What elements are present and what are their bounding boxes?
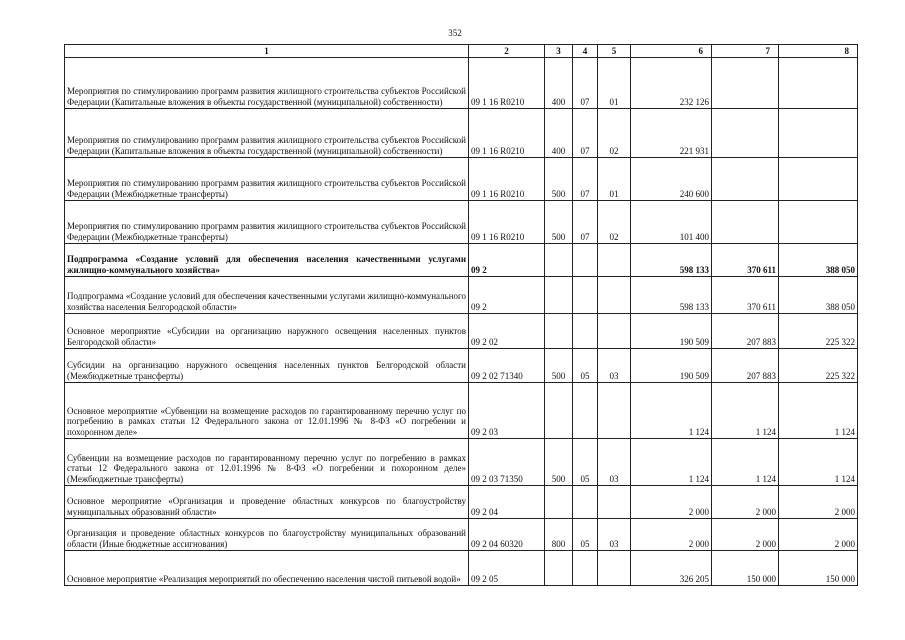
row-col-3: 500: [545, 349, 573, 383]
row-col-5: [598, 244, 631, 277]
row-col-7: 207 883: [712, 314, 779, 349]
row-col-3: [545, 314, 573, 349]
table-header-row: [65, 45, 858, 58]
row-col-7: 1 124: [712, 439, 779, 486]
row-col-6: 598 133: [631, 244, 712, 277]
row-col-8: 2 000: [779, 519, 858, 551]
budget-table: [64, 44, 858, 586]
row-col-8: 388 050: [779, 277, 858, 314]
row-col-3: [545, 277, 573, 314]
header-col-8: 8: [779, 45, 858, 58]
row-col-5: 02: [598, 201, 631, 244]
row-col-4: 07: [573, 201, 598, 244]
row-col-3: [545, 486, 573, 519]
row-col-6: 221 931: [631, 109, 712, 158]
header-col-6: 6: [631, 45, 712, 58]
row-col-5: [598, 314, 631, 349]
table-row: [65, 158, 858, 201]
row-col-4: [573, 383, 598, 439]
row-name: Субвенции на возмещение расходов по гарантированному перечню услуг по погребению в рамках статьи 12 Федерального закона от 12.01.1996 № 8-ФЗ «О погребении и похоронном деле» (Межбюджетные трансферты): [65, 439, 469, 486]
row-col-8: 2 000: [779, 486, 858, 519]
row-col-6: 2 000: [631, 519, 712, 551]
row-name: Мероприятия по стимулированию программ развития жилищного строительства субъектов Российской Федерации (Межбюджетные трансферты): [65, 201, 469, 244]
row-code: 09 2 02 71340: [469, 349, 545, 383]
row-col-5: 03: [598, 519, 631, 551]
page-number: 352: [448, 28, 462, 38]
row-col-7: 207 883: [712, 349, 779, 383]
row-col-5: [598, 277, 631, 314]
row-col-6: 232 126: [631, 58, 712, 109]
row-col-5: 01: [598, 58, 631, 109]
row-name: Основное мероприятие «Субвенции на возмещение расходов по гарантированному перечню услуг по погребению в рамках статьи 12 Федерального закона от 12.01.1996 № 8-ФЗ «О погребении и похоронном деле»: [65, 383, 469, 439]
row-name: Основное мероприятие «Организация и проведение областных конкурсов по благоустройству муниципальных образований области»: [65, 486, 469, 519]
table-row: [65, 486, 858, 519]
row-col-7: 1 124: [712, 383, 779, 439]
row-col-4: 07: [573, 109, 598, 158]
row-col-8: [779, 58, 858, 109]
row-col-8: [779, 109, 858, 158]
row-col-7: 2 000: [712, 519, 779, 551]
row-col-8: 225 322: [779, 349, 858, 383]
row-name: Подпрограмма «Создание условий для обеспечения населения качественными услугами жилищно-коммунального хозяйства»: [65, 244, 469, 277]
row-col-3: 500: [545, 158, 573, 201]
row-col-4: [573, 244, 598, 277]
header-col-4: 4: [573, 45, 598, 58]
row-name: Организация и проведение областных конкурсов по благоустройству муниципальных образований области (Иные бюджетные ассигнования): [65, 519, 469, 551]
row-col-3: [545, 551, 573, 586]
header-col-5: 5: [598, 45, 631, 58]
row-col-8: 150 000: [779, 551, 858, 586]
row-col-8: 1 124: [779, 383, 858, 439]
row-name: Мероприятия по стимулированию программ развития жилищного строительства субъектов Российской Федерации (Межбюджетные трансферты): [65, 158, 469, 201]
row-code: 09 2 03: [469, 383, 545, 439]
row-col-3: 500: [545, 439, 573, 486]
row-code: 09 1 16 R0210: [469, 201, 545, 244]
row-col-6: 190 509: [631, 349, 712, 383]
row-code: 09 2 02: [469, 314, 545, 349]
row-code: 09 1 16 R0210: [469, 109, 545, 158]
header-col-1: 1: [65, 45, 469, 58]
row-col-6: 1 124: [631, 383, 712, 439]
row-col-7: 2 000: [712, 486, 779, 519]
table-row: [65, 439, 858, 486]
row-col-7: [712, 201, 779, 244]
row-col-6: 598 133: [631, 277, 712, 314]
row-col-5: [598, 486, 631, 519]
row-col-6: 101 400: [631, 201, 712, 244]
row-code: 09 1 16 R0210: [469, 158, 545, 201]
row-name: Мероприятия по стимулированию программ развития жилищного строительства субъектов Российской Федерации (Капитальные вложения в объекты государственной (муниципальной) собственности): [65, 58, 469, 109]
row-col-7: [712, 58, 779, 109]
row-code: 09 2: [469, 244, 545, 277]
row-col-7: [712, 109, 779, 158]
row-col-5: [598, 551, 631, 586]
row-col-7: [712, 158, 779, 201]
row-col-4: [573, 277, 598, 314]
row-col-4: 07: [573, 58, 598, 109]
table-row: [65, 277, 858, 314]
row-col-8: 225 322: [779, 314, 858, 349]
row-col-4: 05: [573, 349, 598, 383]
row-col-5: 03: [598, 439, 631, 486]
table-row: [65, 519, 858, 551]
row-col-5: 01: [598, 158, 631, 201]
header-col-7: 7: [712, 45, 779, 58]
row-col-4: [573, 486, 598, 519]
table-row: [65, 349, 858, 383]
row-name: Субсидии на организацию наружного освещения населенных пунктов Белгородской области (Межбюджетные трансферты): [65, 349, 469, 383]
row-col-5: 03: [598, 349, 631, 383]
row-col-5: [598, 383, 631, 439]
row-col-3: 400: [545, 109, 573, 158]
row-name: Мероприятия по стимулированию программ развития жилищного строительства субъектов Российской Федерации (Капитальные вложения в объекты государственной (муниципальной) собственности): [65, 109, 469, 158]
row-name: Подпрограмма «Создание условий для обеспечения качественными услугами жилищно-коммунального хозяйства населения Белгородской области»: [65, 277, 469, 314]
row-name: Основное мероприятие «Реализация мероприятий по обеспечению населения чистой питьевой водой»: [65, 551, 469, 586]
table-row: [65, 58, 858, 109]
row-col-7: 150 000: [712, 551, 779, 586]
row-col-4: [573, 314, 598, 349]
row-col-6: 326 205: [631, 551, 712, 586]
row-col-8: 1 124: [779, 439, 858, 486]
row-code: 09 2 04: [469, 486, 545, 519]
row-col-7: 370 611: [712, 244, 779, 277]
table-row: [65, 201, 858, 244]
row-code: 09 2 03 71350: [469, 439, 545, 486]
row-col-5: 02: [598, 109, 631, 158]
row-code: 09 2: [469, 277, 545, 314]
row-col-4: 07: [573, 158, 598, 201]
row-code: 09 1 16 R0210: [469, 58, 545, 109]
row-col-6: 2 000: [631, 486, 712, 519]
row-code: 09 2 05: [469, 551, 545, 586]
row-col-3: 400: [545, 58, 573, 109]
row-col-8: 388 050: [779, 244, 858, 277]
row-col-6: 190 509: [631, 314, 712, 349]
row-col-6: 1 124: [631, 439, 712, 486]
table-row: [65, 244, 858, 277]
row-col-3: [545, 383, 573, 439]
row-col-3: 500: [545, 201, 573, 244]
header-col-2: 2: [469, 45, 545, 58]
row-col-3: 800: [545, 519, 573, 551]
row-col-4: [573, 551, 598, 586]
table-row: [65, 383, 858, 439]
row-col-7: 370 611: [712, 277, 779, 314]
table-row: [65, 551, 858, 586]
row-col-6: 240 600: [631, 158, 712, 201]
row-col-8: [779, 158, 858, 201]
row-code: 09 2 04 60320: [469, 519, 545, 551]
header-col-3: 3: [545, 45, 573, 58]
row-name: Основное мероприятие «Субсидии на организацию наружного освещения населенных пунктов Белгородской области»: [65, 314, 469, 349]
table-row: [65, 109, 858, 158]
row-col-8: [779, 201, 858, 244]
table-row: [65, 314, 858, 349]
row-col-4: 05: [573, 439, 598, 486]
row-col-3: [545, 244, 573, 277]
row-col-4: 05: [573, 519, 598, 551]
